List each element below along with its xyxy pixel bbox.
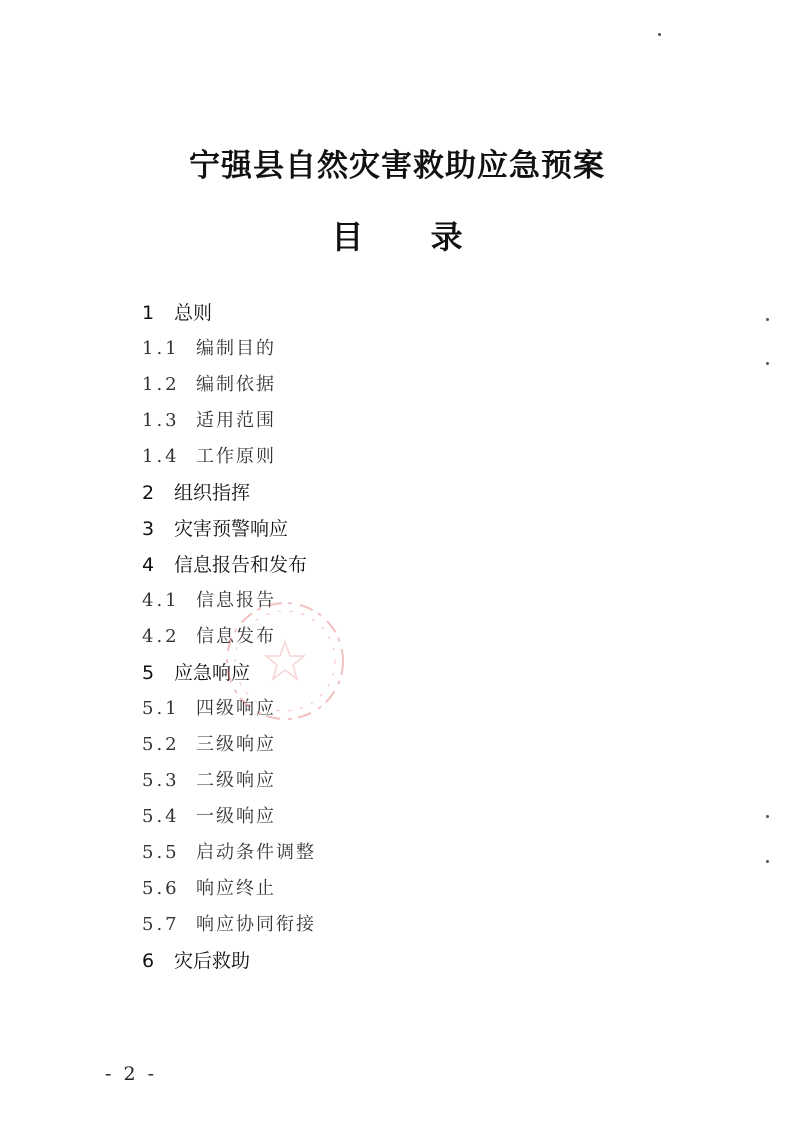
toc-entry-number: 2 — [142, 482, 155, 504]
toc-section — [142, 295, 702, 331]
toc-heading: 目 录 — [331, 218, 491, 256]
toc-subsection — [142, 871, 702, 907]
toc-entry-text: 应急响应 — [174, 662, 251, 684]
toc-subsection — [142, 907, 702, 943]
toc-subsection — [142, 583, 702, 619]
toc-entry-text: 启动条件调整 — [196, 842, 316, 863]
toc-entry-text: 适用范围 — [196, 410, 276, 431]
toc-subsection — [142, 799, 702, 835]
toc-subsection — [142, 439, 702, 475]
toc-subsection — [142, 619, 702, 655]
toc-entry-text: 总则 — [174, 302, 213, 324]
toc-entry-number: 1 — [142, 302, 155, 324]
toc-entry-number: 4.2 — [142, 626, 180, 647]
toc-subsection — [142, 763, 702, 799]
toc-entry-number: 5.6 — [142, 878, 180, 899]
toc-entry-number: 1.4 — [142, 446, 180, 467]
scan-speck — [766, 815, 769, 818]
toc-entry-text: 二级响应 — [196, 770, 276, 791]
scan-speck — [658, 33, 661, 36]
toc-entry-number: 5.3 — [142, 770, 180, 791]
toc-entry-text: 信息报告和发布 — [174, 554, 308, 576]
toc-entry-number: 6 — [142, 950, 155, 972]
toc-section — [142, 547, 702, 583]
toc-entry-number: 4.1 — [142, 590, 180, 611]
toc-entry-text: 响应终止 — [196, 878, 276, 899]
toc-entry-text: 编制目的 — [196, 338, 276, 359]
scan-speck — [766, 318, 769, 321]
toc-entry-number: 3 — [142, 518, 155, 540]
toc-entry-number: 5.2 — [142, 734, 180, 755]
toc-entry-text: 四级响应 — [196, 698, 276, 719]
toc-entry-number: 1.1 — [142, 338, 180, 359]
table-of-contents — [142, 295, 702, 979]
toc-entry-text: 一级响应 — [196, 806, 276, 827]
toc-entry-text: 响应协同衔接 — [196, 914, 316, 935]
toc-subsection — [142, 727, 702, 763]
toc-entry-number: 5.1 — [142, 698, 180, 719]
toc-entry-number: 1.2 — [142, 374, 180, 395]
toc-entry-number: 5.4 — [142, 806, 180, 827]
toc-entry-number: 5 — [142, 662, 155, 684]
toc-section — [142, 475, 702, 511]
toc-subsection — [142, 691, 702, 727]
toc-section — [142, 943, 702, 979]
page-number: - 2 - — [105, 1063, 158, 1085]
toc-entry-text: 三级响应 — [196, 734, 276, 755]
toc-entry-number: 1.3 — [142, 410, 180, 431]
toc-entry-text: 编制依据 — [196, 374, 276, 395]
toc-entry-text: 灾害预警响应 — [174, 518, 289, 540]
toc-entry-text: 信息发布 — [196, 626, 276, 647]
scan-speck — [766, 362, 769, 365]
toc-section — [142, 655, 702, 691]
document-title: 宁强县自然灾害救助应急预案 — [189, 148, 605, 184]
toc-subsection — [142, 367, 702, 403]
toc-entry-number: 5.5 — [142, 842, 180, 863]
scan-speck — [766, 860, 769, 863]
toc-entry-text: 信息报告 — [196, 590, 276, 611]
toc-entry-text: 灾后救助 — [174, 950, 251, 972]
toc-subsection — [142, 403, 702, 439]
toc-entry-number: 4 — [142, 554, 155, 576]
toc-entry-number: 5.7 — [142, 914, 180, 935]
toc-entry-text: 组织指挥 — [174, 482, 251, 504]
toc-subsection — [142, 835, 702, 871]
toc-entry-text: 工作原则 — [196, 446, 276, 467]
toc-section — [142, 511, 702, 547]
toc-subsection — [142, 331, 702, 367]
